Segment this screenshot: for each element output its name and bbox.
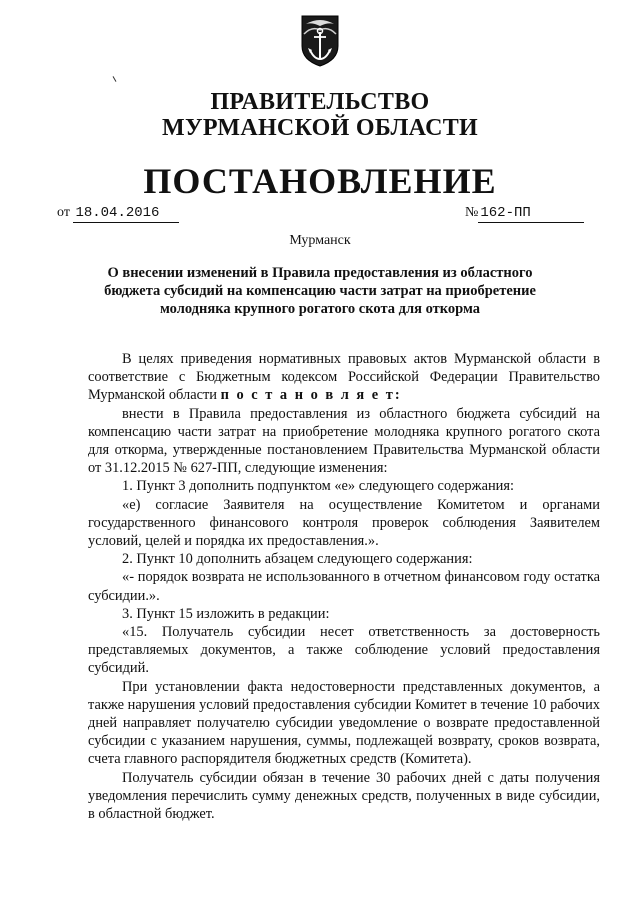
body-paragraph	[88, 350, 600, 405]
body-paragraph: внести в Правила предоставления из областного бюджета субсидий на компенсацию части затрат на приобретение молодняка крупного рогатого скота для откорма, утвержденные постановлением Правительства Мурманской области от 31.12.2015 № 627-ПП, следующие изменения:	[88, 405, 600, 477]
body-paragraph: 2. Пункт 10 дополнить абзацем следующего содержания:	[122, 551, 473, 568]
date-prefix: от	[57, 205, 70, 220]
body-paragraph: 3. Пункт 15 изложить в редакции:	[122, 605, 330, 622]
body-paragraph: «15. Получатель субсидии несет ответственность за достоверность представляемых документов, а также соблюдение условий предоставления субсидий.	[88, 624, 600, 677]
government-title-line2: МУРМАНСКОЙ ОБЛАСТИ	[162, 115, 478, 141]
body-paragraph: 1. Пункт 3 дополнить подпунктом «е» следующего содержания:	[122, 478, 514, 495]
document-type-title: ПОСТАНОВЛЕНИЕ	[143, 161, 497, 201]
government-title-line1: ПРАВИТЕЛЬСТВО	[210, 89, 430, 115]
number-field	[465, 204, 584, 223]
body-paragraph: «- порядок возврата не использованного в отчетном финансовом году остатка субсидии.».	[88, 569, 600, 604]
document-body	[88, 350, 600, 823]
city-name: Мурманск	[289, 233, 351, 248]
subject-line: бюджета субсидий на компенсацию части затрат на приобретение	[104, 283, 536, 299]
number-prefix: №	[465, 205, 479, 220]
document-subject	[100, 264, 540, 318]
body-paragraph: «е) согласие Заявителя на осуществление Комитетом и органами государственного финансового контроля проверок соблюдения Заявителем условий, целей и порядка их предоставления.».	[88, 496, 600, 550]
resolves-emphasis: п о с т а н о в л я е т:	[220, 387, 402, 404]
body-paragraph: Получатель субсидии обязан в течение 30 рабочих дней с даты получения уведомления перечислить сумму денежных средств, полученных в виде субсидии, в областной бюджет.	[88, 769, 600, 823]
preamble-text: В целях приведения нормативных правовых актов Мурманской области в соответствие с Бюджетным кодексом Российской Федерации Правительство Мурманской области	[88, 351, 600, 404]
body-paragraph: При установлении факта недостоверности представленных документов, а также нарушения условий предоставления субсидии Комитет в течение 10 рабочих дней направляет получателю субсидии уведомление о возврате предоставленной субсидии с указанием нарушения, суммы, подлежащей возврату, сроков возврата, счета главного распорядителя бюджетных средств (Комитета).	[88, 678, 600, 768]
date-field	[57, 204, 179, 223]
subject-line: О внесении изменений в Правила предоставления из областного	[107, 265, 533, 281]
subject-line: молодняка крупного рогатого скота для откорма	[159, 301, 481, 317]
scan-artifact	[113, 76, 117, 82]
number-value: 162-ПП	[478, 204, 584, 223]
coat-of-arms-icon	[298, 12, 342, 68]
date-value: 18.04.2016	[73, 204, 179, 223]
